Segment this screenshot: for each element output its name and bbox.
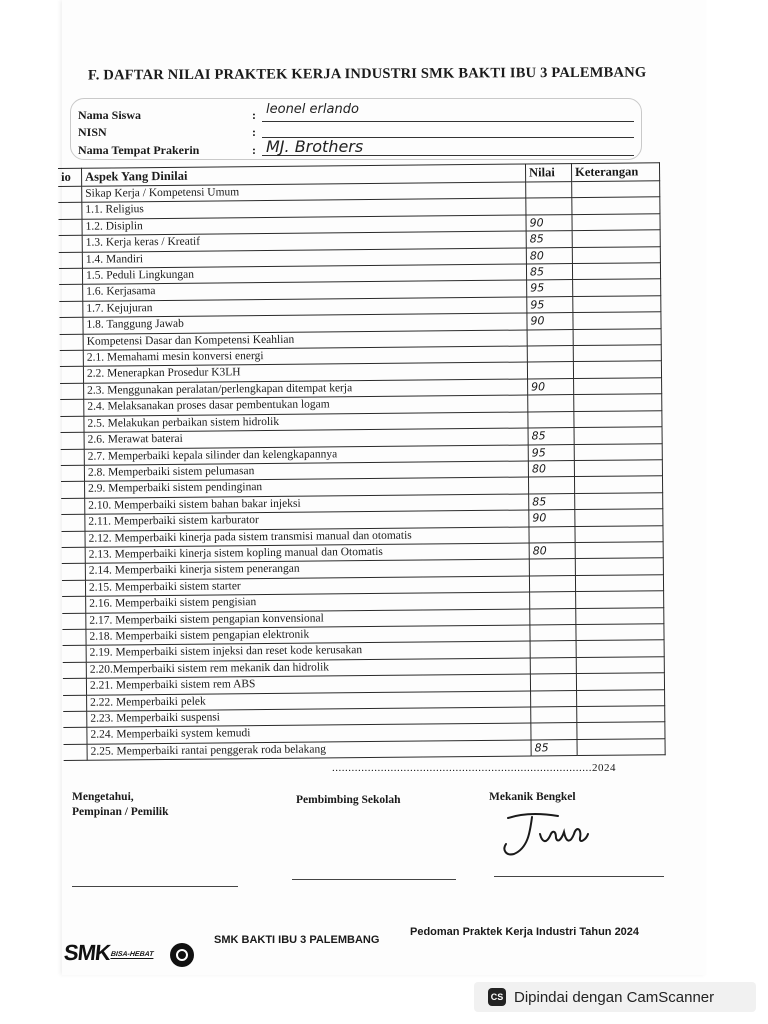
row-number-cell [62, 564, 86, 581]
note-cell [573, 279, 661, 296]
aspect-cell: Sikap Kerja / Kompetensi Umum [82, 182, 526, 203]
note-cell [577, 706, 665, 723]
row-number-cell [63, 711, 87, 728]
row-number-cell [63, 678, 87, 695]
note-cell [576, 656, 664, 673]
score-cell [528, 477, 574, 494]
aspect-cell: 2.6. Merawat baterai [84, 428, 528, 449]
note-cell [575, 525, 663, 542]
row-number-cell [62, 580, 86, 597]
header-number: io [58, 168, 82, 186]
row-number-cell [58, 219, 82, 236]
score-cell [526, 182, 572, 199]
note-cell [576, 624, 664, 641]
row-number-cell [59, 285, 83, 302]
note-cell [575, 574, 663, 591]
row-number-cell [59, 268, 83, 285]
score-cell [531, 690, 577, 707]
note-cell [572, 246, 660, 263]
note-cell [576, 640, 664, 657]
row-number-cell [62, 547, 86, 564]
row-number-cell [58, 186, 82, 203]
note-cell [576, 673, 664, 690]
aspect-cell: 2.8. Memperbaiki sistem pelumasan [84, 461, 528, 482]
aspect-cell: 2.20.Memperbaiki sistem rem mekanik dan hidrolik [86, 658, 530, 679]
score-cell: 85 [528, 428, 574, 445]
header-score: Nilai [525, 164, 571, 182]
row-number-cell [60, 383, 84, 400]
assessment-table [58, 162, 666, 761]
row-number-cell [62, 596, 86, 613]
row-number-cell [61, 514, 85, 531]
aspect-cell: 1.6. Kerjasama [83, 280, 527, 301]
row-number-cell [61, 465, 85, 482]
acknowledged-line2: Pempinan / Pemilik [72, 806, 169, 818]
aspect-cell: 2.18. Memperbaiki sistem pengapian elektronik [86, 625, 530, 646]
note-cell [577, 722, 665, 739]
row-number-cell [64, 744, 88, 761]
score-cell [527, 346, 573, 363]
aspect-cell: 2.10. Memperbaiki sistem bahan bakar injeksi [85, 494, 529, 515]
aspect-cell: 1.3. Kerja keras / Kreatif [82, 231, 526, 252]
camscanner-text: Dipindai dengan CamScanner [514, 988, 715, 1006]
note-cell [574, 427, 662, 444]
score-cell [530, 641, 576, 658]
aspect-cell: 2.14. Memperbaiki kinerja sistem penerangan [85, 559, 529, 580]
student-name-value: leonel erlando [266, 102, 359, 117]
score-cell: 85 [526, 231, 572, 248]
row-number-cell [61, 482, 85, 499]
logo-main: SMK [62, 940, 112, 965]
aspect-cell: 2.17. Memperbaiki sistem pengapian konvensional [86, 609, 530, 630]
aspect-cell: 1.8. Tanggung Jawab [83, 313, 527, 334]
note-cell [573, 361, 661, 378]
aspect-cell: 1.5. Peduli Lingkungan [82, 264, 526, 285]
student-name-underline [262, 121, 634, 122]
row-number-cell [60, 367, 84, 384]
school-supervisor-label: Pembimbing Sekolah [296, 794, 401, 806]
score-cell [530, 625, 576, 642]
smk-logo [63, 940, 155, 966]
row-number-cell [62, 613, 86, 630]
acknowledged-label [72, 790, 168, 820]
aspect-cell: 1.7. Kejujuran [83, 297, 527, 318]
document-title: F. DAFTAR NILAI PRAKTEK KERJA INDUSTRI SMK BAKTI IBU 3 PALEMBANG [87, 64, 647, 84]
note-cell [575, 492, 663, 509]
signature-line-owner [72, 886, 238, 887]
note-cell [574, 476, 662, 493]
score-cell [530, 674, 576, 691]
score-cell: 80 [526, 247, 572, 264]
score-cell [528, 395, 574, 412]
acknowledged-line1: Mengetahui, [72, 791, 134, 803]
note-cell [575, 558, 663, 575]
score-cell [526, 198, 572, 215]
score-cell: 90 [527, 313, 573, 330]
row-number-cell [61, 498, 85, 515]
note-cell [577, 689, 665, 706]
aspect-cell: 2.13. Memperbaiki kinerja sistem kopling manual dan Otomatis [85, 543, 529, 564]
mechanic-signature [496, 808, 596, 864]
aspect-cell: 2.4. Melaksanakan proses dasar pembentukan logam [84, 395, 528, 416]
row-number-cell [59, 318, 83, 335]
aspect-cell: Kompetensi Dasar dan Kompetensi Keahlian [83, 330, 527, 351]
header-note: Keterangan [571, 163, 659, 182]
signature-line-mechanic [494, 876, 664, 877]
note-cell [574, 378, 662, 395]
row-number-cell [60, 400, 84, 417]
aspect-cell: 2.15. Memperbaiki sistem starter [85, 576, 529, 597]
aspect-cell: 2.3. Menggunakan peralatan/perlengkapan ditempat kerja [84, 379, 528, 400]
aspect-cell: 2.7. Memperbaiki kepala silinder dan kelengkapannya [84, 444, 528, 465]
aspect-cell: 2.5. Melakukan perbaikan sistem hidrolik [84, 412, 528, 433]
aspect-cell: 2.21. Memperbaiki sistem rem ABS [86, 674, 530, 695]
aspect-cell: 2.22. Memperbaiki pelek [87, 691, 531, 712]
note-cell [572, 181, 660, 198]
score-cell [527, 362, 573, 379]
note-cell [572, 263, 660, 280]
row-number-cell [59, 252, 83, 269]
score-cell: 80 [529, 542, 575, 559]
score-cell [531, 723, 577, 740]
row-number-cell [59, 301, 83, 318]
aspect-cell: 2.25. Memperbaiki rantai penggerak roda belakang [87, 740, 531, 761]
colon: : [252, 143, 256, 157]
aspect-cell: 1.2. Disiplin [82, 215, 526, 236]
row-number-cell [61, 531, 85, 548]
aspect-cell: 1.1. Religius [82, 198, 526, 219]
score-cell [530, 657, 576, 674]
aspect-cell: 2.12. Memperbaiki kinerja pada sistem transmisi manual dan otomatis [85, 527, 529, 548]
aspect-cell: 2.1. Memahami mesin konversi energi [83, 346, 527, 367]
aspect-cell: 2.16. Memperbaiki sistem pengisian [86, 592, 530, 613]
camscanner-icon: CS [488, 988, 506, 1006]
logo-sub: BISA-HEBAT [110, 950, 154, 958]
footer-guide-title: Pedoman Praktek Kerja Industri Tahun 2024 [410, 926, 640, 938]
row-number-cell [58, 203, 82, 220]
row-number-cell [62, 629, 86, 646]
score-cell [530, 608, 576, 625]
internship-place-value: MJ. Brothers [266, 137, 364, 156]
row-number-cell [63, 728, 87, 745]
note-cell [573, 312, 661, 329]
nisn-label: NISN [78, 125, 107, 139]
aspect-cell: 1.4. Mandiri [82, 248, 526, 269]
aspect-cell: 2.2. Menerapkan Prosedur K3LH [83, 362, 527, 383]
student-name-label: Nama Siswa [78, 108, 142, 122]
footer-school-name: SMK BAKTI IBU 3 PALEMBANG [214, 934, 380, 946]
workshop-mechanic-label: Mekanik Bengkel [489, 791, 576, 803]
score-cell: 95 [527, 296, 573, 313]
note-cell [573, 328, 661, 345]
score-cell: 85 [526, 264, 572, 281]
row-number-cell [60, 416, 84, 433]
internship-place-label: Nama Tempat Prakerin [78, 143, 200, 157]
note-cell [573, 345, 661, 362]
score-cell [527, 329, 573, 346]
camscanner-watermark [474, 982, 756, 1012]
header-aspect: Aspek Yang Dinilai [82, 164, 526, 186]
score-cell: 90 [528, 378, 574, 395]
note-cell [575, 509, 663, 526]
note-cell [574, 443, 662, 460]
note-cell [577, 739, 665, 756]
aspect-cell: 2.11. Memperbaiki sistem karburator [85, 510, 529, 531]
row-number-cell [60, 350, 84, 367]
score-cell [530, 592, 576, 609]
date-line: ................................................................................2024 [332, 762, 616, 774]
school-emblem-icon [170, 943, 194, 967]
row-number-cell [63, 695, 87, 712]
aspect-cell: 2.19. Memperbaiki sistem injeksi dan reset kode kerusakan [86, 641, 530, 662]
score-cell: 95 [528, 444, 574, 461]
score-cell [528, 411, 574, 428]
score-cell [529, 559, 575, 576]
row-number-cell [59, 235, 83, 252]
note-cell [573, 296, 661, 313]
score-cell: 90 [526, 214, 572, 231]
row-number-cell [63, 662, 87, 679]
aspect-cell: 2.9. Memperbaiki sistem pendinginan [85, 477, 529, 498]
score-cell: 90 [529, 510, 575, 527]
note-cell [576, 591, 664, 608]
note-cell [572, 230, 660, 247]
aspect-cell: 2.23. Memperbaiki suspensi [87, 707, 531, 728]
score-cell [529, 575, 575, 592]
note-cell [574, 460, 662, 477]
note-cell [576, 607, 664, 624]
note-cell [572, 197, 660, 214]
score-cell: 80 [528, 460, 574, 477]
colon: : [252, 125, 256, 139]
row-number-cell [63, 646, 87, 663]
colon: : [252, 108, 256, 122]
note-cell [574, 410, 662, 427]
score-cell: 95 [527, 280, 573, 297]
score-cell: 85 [529, 493, 575, 510]
row-number-cell [60, 334, 84, 351]
score-cell [531, 707, 577, 724]
score-cell [529, 526, 575, 543]
score-cell: 85 [531, 739, 577, 756]
note-cell [572, 214, 660, 231]
note-cell [574, 394, 662, 411]
row-number-cell [61, 432, 85, 449]
row-number-cell [61, 449, 85, 466]
signature-line-supervisor [292, 879, 456, 880]
note-cell [575, 542, 663, 559]
aspect-cell: 2.24. Memperbaiki system kemudi [87, 723, 531, 744]
